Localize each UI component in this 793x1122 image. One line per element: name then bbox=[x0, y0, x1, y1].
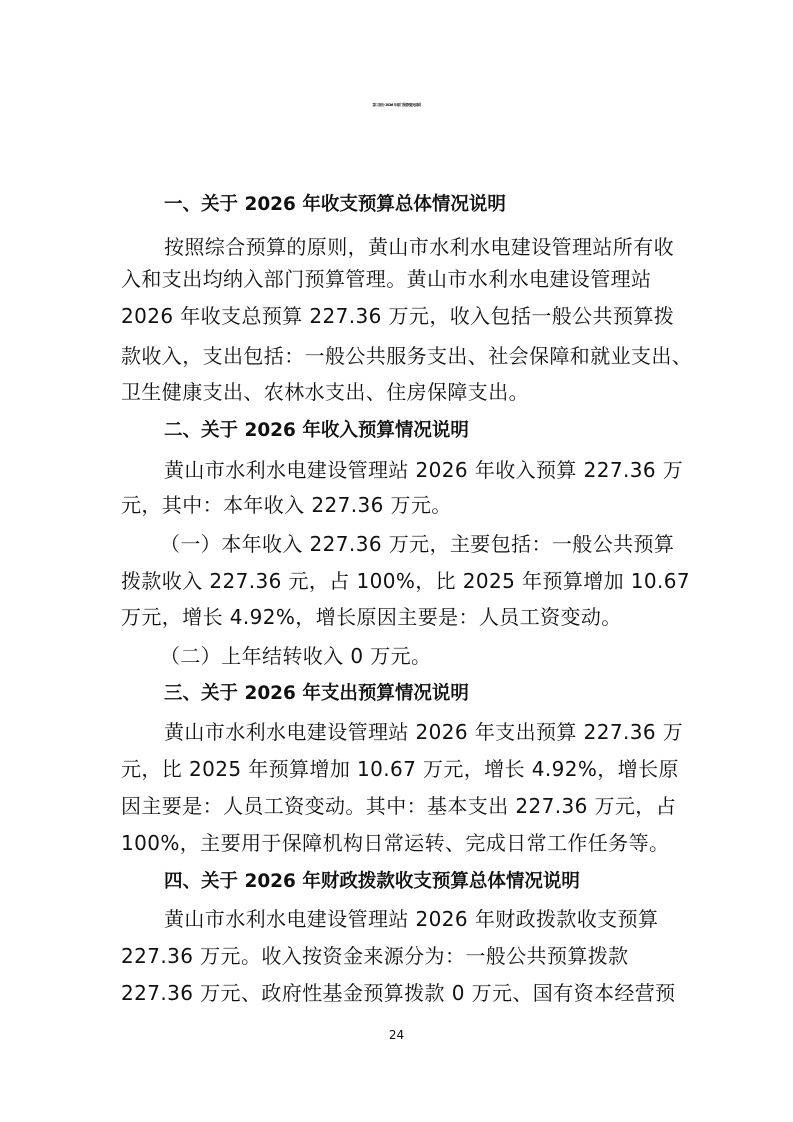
paragraph-line: 元，其中：本年收入 227.36 万元。 bbox=[121, 493, 452, 517]
section-heading-2: 二、关于 2026 年收入预算情况说明 bbox=[164, 420, 469, 441]
paragraph-line: 黄山市水利水电建设管理站 2026 年支出预算 227.36 万 bbox=[164, 720, 684, 744]
section-heading-3: 三、关于 2026 年支出预算情况说明 bbox=[164, 683, 469, 704]
paragraph-line: 入和支出均纳入部门预算管理。黄山市水利水电建设管理站 bbox=[121, 267, 652, 291]
paragraph-line: 拨款收入 227.36 元，占 100%，比 2025 年预算增加 10.67 bbox=[121, 569, 691, 593]
paragraph-line: （一）本年收入 227.36 万元，主要包括：一般公共预算 bbox=[160, 532, 675, 556]
paragraph-line: 万元，增长 4.92%，增长原因主要是：人员工资变动。 bbox=[121, 605, 622, 629]
paragraph-line: 款收入，支出包括：一般公共服务支出、社会保障和就业支出、 bbox=[121, 344, 693, 368]
paragraph-line: （二）上年结转收入 0 万元。 bbox=[160, 644, 432, 668]
paragraph-line: 227.36 万元。收入按资金来源分为：一般公共预算拨款 bbox=[121, 944, 629, 968]
section-heading-4: 四、关于 2026 年财政拨款收支预算总体情况说明 bbox=[164, 871, 580, 892]
paragraph-line: 黄山市水利水电建设管理站 2026 年收入预算 227.36 万 bbox=[164, 458, 684, 482]
paragraph-line: 2026 年收支总预算 227.36 万元，收入包括一般公共预算拨 bbox=[121, 304, 675, 328]
paragraph-line: 按照综合预算的原则，黄山市水利水电建设管理站所有收 bbox=[164, 235, 674, 259]
paragraph-line: 因主要是：人员工资变动。其中：基本支出 227.36 万元，占 bbox=[121, 794, 677, 818]
paragraph-line: 卫生健康支出、农林水支出、住房保障支出。 bbox=[121, 380, 529, 404]
page-number: 24 bbox=[388, 1028, 405, 1042]
page-title: 第三部分 2026 年部门预算情况说明 bbox=[372, 103, 421, 107]
paragraph-line: 100%，主要用于保障机构日常运转、完成日常工作任务等。 bbox=[121, 831, 670, 855]
paragraph-line: 元，比 2025 年预算增加 10.67 万元，增长 4.92%，增长原 bbox=[121, 757, 679, 781]
section-heading-1: 一、关于 2026 年收支预算总体情况说明 bbox=[164, 194, 506, 215]
paragraph-line: 黄山市水利水电建设管理站 2026 年财政拨款收支预算 bbox=[164, 907, 659, 931]
paragraph-line: 227.36 万元、政府性基金预算拨款 0 万元、国有资本经营预 bbox=[121, 981, 676, 1005]
